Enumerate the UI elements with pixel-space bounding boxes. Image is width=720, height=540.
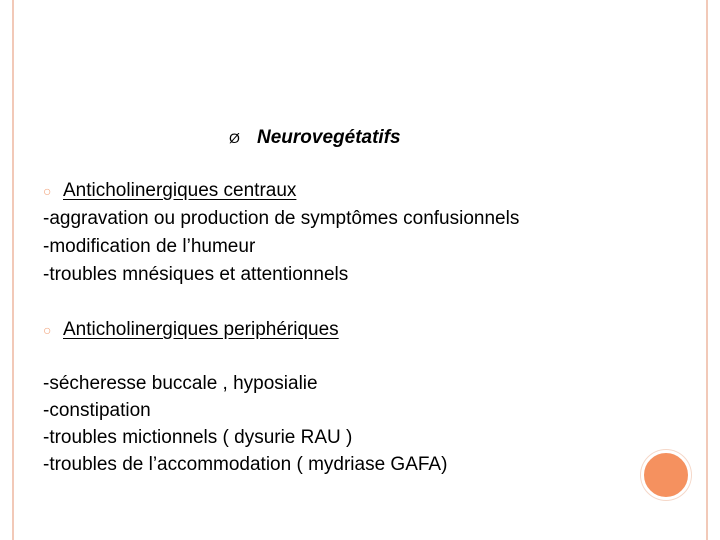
list-item: -troubles mnésiques et attentionnels: [43, 264, 349, 285]
list-item: -troubles mictionnels ( dysurie RAU ): [43, 427, 353, 448]
slide-heading: [229, 127, 401, 149]
list-item: -modification de l’humeur: [43, 236, 256, 257]
section-title-peripheral: Anticholinergiques periphériques: [63, 319, 339, 340]
list-item: -constipation: [43, 400, 151, 421]
arrow-bullet-icon: Ø: [229, 130, 240, 146]
list-item: -troubles de l’accommodation ( mydriase GAFA): [43, 454, 448, 475]
circle-bullet-icon: ○: [43, 183, 52, 199]
circle-bullet-icon: ○: [43, 322, 52, 338]
section-title-central: Anticholinergiques centraux: [63, 180, 297, 201]
list-item: -sécheresse buccale , hyposialie: [43, 373, 318, 394]
heading-text: Neurovegétatifs: [257, 127, 401, 148]
right-frame-line: [706, 0, 708, 540]
decorative-circle: [641, 450, 691, 500]
left-frame-line: [12, 0, 14, 540]
list-item: -aggravation ou production de symptômes confusionnels: [43, 208, 520, 229]
